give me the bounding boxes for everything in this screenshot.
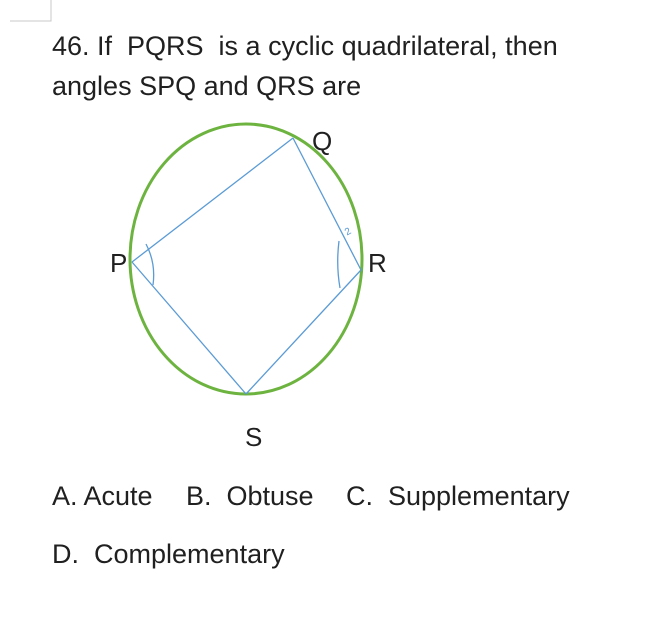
vertex-label-p: P xyxy=(110,248,128,278)
option-a[interactable]: A. Acute xyxy=(52,481,153,511)
angle-arc-r xyxy=(338,241,340,288)
side-pq xyxy=(132,138,293,262)
question-line-2: angles SPQ and QRS are xyxy=(52,71,362,101)
vertex-label-s: S xyxy=(245,422,263,452)
side-sp xyxy=(132,262,246,394)
option-d[interactable]: D. Complementary xyxy=(52,539,285,569)
option-c[interactable]: C. Supplementary xyxy=(346,481,570,511)
angle-mark-r: 2 xyxy=(343,225,354,239)
question-line-1: 46. If PQRS is a cyclic quadrilateral, then xyxy=(52,31,558,61)
circumcircle xyxy=(130,124,362,394)
vertex-label-q: Q xyxy=(312,126,333,156)
vertex-label-r: R xyxy=(368,248,387,278)
option-b[interactable]: B. Obtuse xyxy=(186,481,314,511)
